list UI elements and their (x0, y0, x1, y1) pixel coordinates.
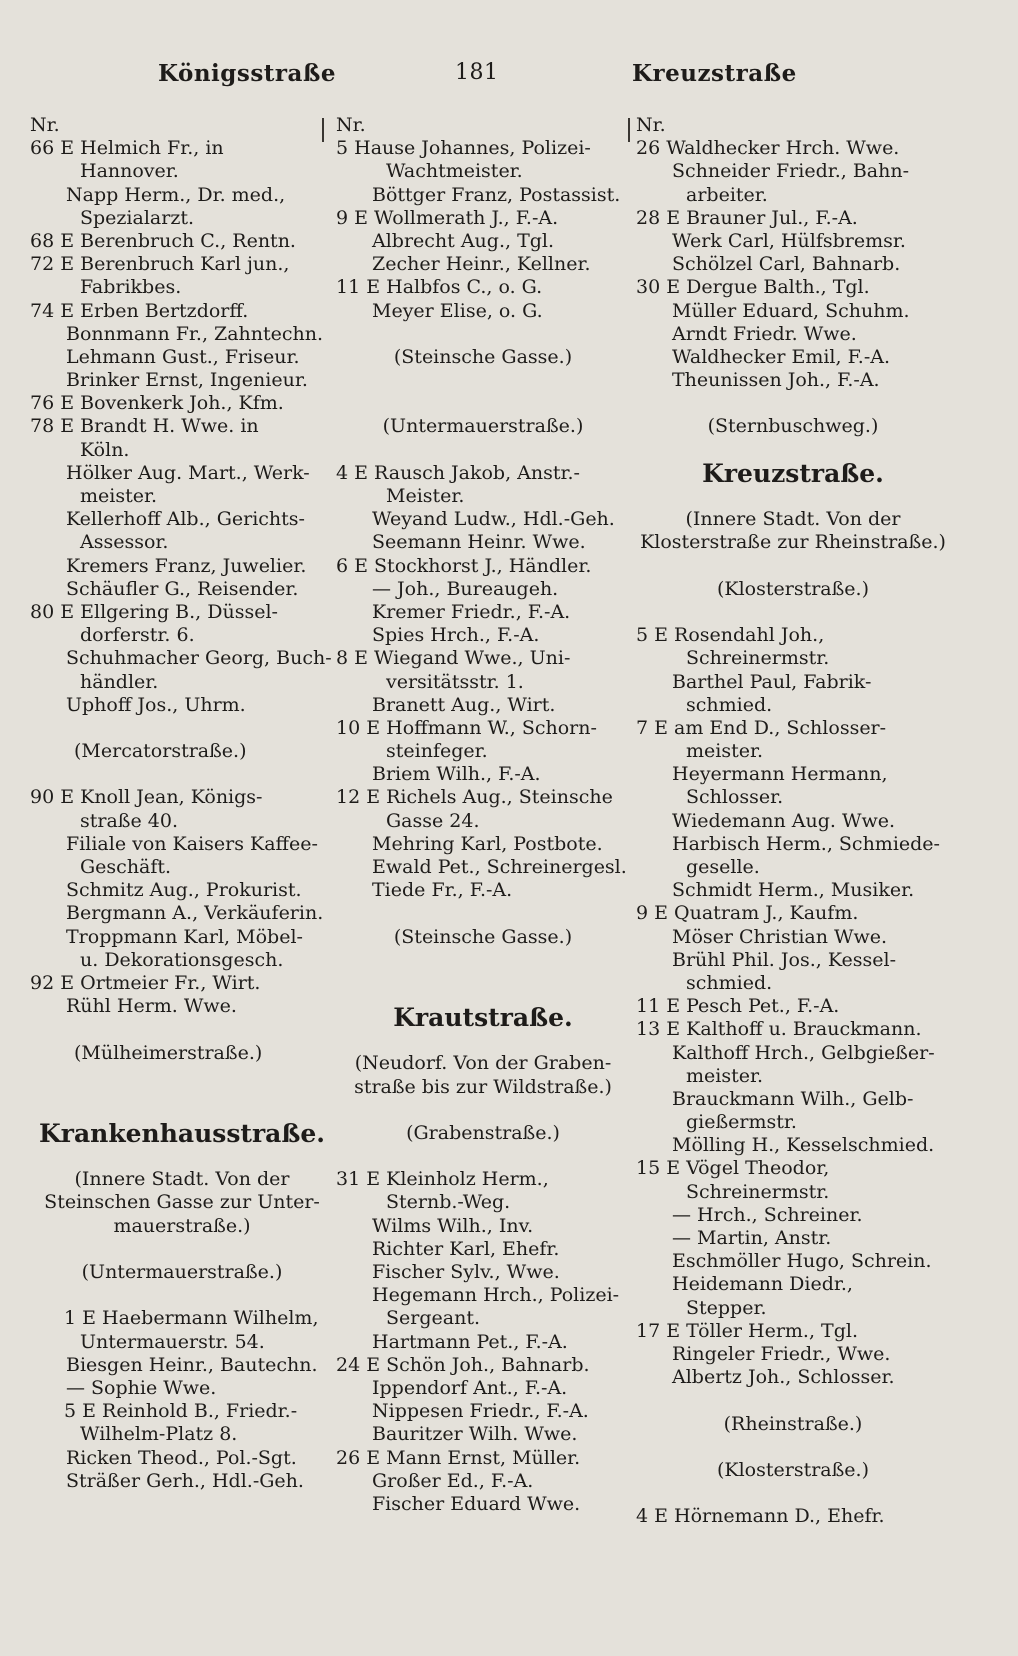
line-spacer (30, 1238, 334, 1261)
directory-entry-line: Albertz Joh., Schlosser. (672, 1366, 895, 1389)
directory-entry-line: Stepper. (686, 1296, 767, 1319)
directory-entry-line: 78 E Brandt H. Wwe. in (30, 415, 259, 438)
directory-entry-line: Untermauerstr. 54. (80, 1330, 265, 1353)
directory-entry-line: Bergmann A., Verkäuferin. (66, 902, 324, 925)
directory-entry-line: Nr. (30, 114, 60, 136)
directory-entry-line: Tiede Fr., F.-A. (372, 879, 513, 902)
directory-entry-line: Biesgen Heinr., Bautechn. (66, 1353, 318, 1376)
directory-entry-line: geselle. (686, 856, 760, 878)
directory-entry-line: 92 E Ortmeier Fr., Wirt. (30, 971, 261, 994)
directory-entry-line: gießermstr. (686, 1111, 797, 1134)
section-note: (Innere Stadt. Von der (685, 508, 901, 531)
line-spacer (636, 439, 950, 462)
directory-entry-line: meister. (80, 485, 158, 507)
section-note: (Rheinstraße.) (723, 1412, 863, 1435)
directory-entry-line: Böttger Franz, Postassist. (372, 183, 621, 206)
directory-entry-line: — Sophie Wwe. (66, 1376, 217, 1399)
street-heading: Krautstraße. (393, 1005, 573, 1030)
directory-entry-line: Schlosser. (686, 786, 784, 809)
directory-entry-line: Fabrikbes. (80, 276, 182, 299)
directory-entry-line: 72 E Berenbruch Karl jun., (30, 253, 290, 276)
directory-entry-line: Großer Ed., F.-A. (372, 1469, 534, 1492)
directory-entry-line: Nr. (636, 114, 666, 136)
line-spacer (336, 972, 630, 1006)
section-note: (Steinsche Gasse.) (393, 345, 573, 368)
directory-entry-line: — Joh., Bureaugeh. (372, 577, 559, 600)
directory-entry-line: Theunissen Joh., F.-A. (672, 369, 880, 392)
directory-entry-line: Wachtmeister. (386, 160, 523, 183)
directory-entry-line: Heyermann Hermann, (672, 763, 888, 786)
directory-entry-line: — Martin, Anstr. (672, 1227, 832, 1249)
directory-entry-line: Troppmann Karl, Möbel- (66, 925, 303, 948)
directory-entry-line: Kremer Friedr., F.-A. (372, 600, 571, 623)
directory-entry-line: Schölzel Carl, Bahnarb. (672, 253, 901, 276)
directory-entry-line: Geschäft. (80, 856, 172, 878)
directory-entry-line: 13 E Kalthoff u. Brauckmann. (636, 1018, 922, 1041)
page-number: 181 (455, 60, 499, 85)
line-spacer (30, 717, 334, 740)
directory-entry-line: schmied. (686, 971, 773, 994)
directory-entry-line: — Hrch., Schreiner. (672, 1203, 863, 1226)
directory-entry-line: schmied. (686, 693, 773, 716)
directory-entry-line: Hartmann Pet., F.-A. (372, 1330, 568, 1353)
directory-entry-line: Werk Carl, Hülfsbremsr. (672, 229, 906, 252)
directory-entry-line: Gasse 24. (386, 809, 480, 832)
line-spacer (636, 555, 950, 578)
directory-entry-line: Nr. (336, 114, 366, 136)
section-note: mauerstraße.) (113, 1214, 251, 1237)
directory-entry-line: 15 E Vögel Theodor, (636, 1157, 830, 1180)
directory-entry-line: Sergeant. (386, 1307, 480, 1330)
line-spacer (336, 323, 630, 346)
directory-entry-line: Schäufler G., Reisender. (66, 577, 299, 600)
directory-entry-line: Fischer Eduard Wwe. (372, 1492, 581, 1515)
directory-entry-line: 8 E Wiegand Wwe., Uni- (336, 647, 571, 670)
directory-entry-line: Brauckmann Wilh., Gelb- (672, 1087, 914, 1110)
directory-entry-line: Ricken Theod., Pol.-Sgt. (66, 1446, 297, 1469)
directory-entry-line: Kellerhoff Alb., Gerichts- (66, 508, 305, 531)
section-note: (Mercatorstraße.) (74, 740, 247, 763)
directory-entry-line: Seemann Heinr. Wwe. (372, 531, 586, 554)
directory-entry-line: Albrecht Aug., Tgl. (372, 229, 555, 252)
directory-entry-line: straße 40. (80, 809, 178, 832)
directory-entry-line: 9 E Wollmerath J., F.-A. (336, 206, 559, 229)
directory-entry-line: Köln. (80, 438, 130, 461)
line-spacer (336, 1099, 630, 1122)
directory-entry-line: meister. (686, 740, 764, 763)
directory-entry-line: Arndt Friedr. Wwe. (672, 322, 857, 345)
section-note: Steinschen Gasse zur Unter- (44, 1191, 320, 1214)
section-note: (Klosterstraße.) (716, 1458, 870, 1481)
section-note: (Innere Stadt. Von der (74, 1168, 290, 1191)
directory-entry-line: Filiale von Kaisers Kaffee- (66, 832, 318, 855)
line-spacer (336, 439, 630, 462)
section-note: (Untermauerstraße.) (382, 415, 584, 438)
line-spacer (336, 949, 630, 972)
directory-entry-line: Ippendorf Ant., F.-A. (372, 1376, 568, 1399)
section-note: (Untermauerstraße.) (81, 1261, 283, 1283)
column-right (636, 114, 950, 1528)
line-spacer (336, 1029, 630, 1052)
directory-entry-line: Müller Eduard, Schuhm. (672, 299, 910, 322)
line-spacer (30, 1065, 334, 1088)
directory-entry-line: Branett Aug., Wirt. (372, 693, 556, 716)
directory-entry-line: 7 E am End D., Schlosser- (636, 716, 887, 739)
directory-entry-line: 26 E Mann Ernst, Müller. (336, 1446, 581, 1469)
directory-entry-line: Schneider Friedr., Bahn- (672, 160, 910, 183)
line-spacer (30, 763, 334, 786)
directory-entry-line: händler. (80, 670, 159, 693)
line-spacer (636, 485, 950, 508)
section-note: (Neudorf. Von der Graben- (354, 1052, 612, 1075)
directory-entry-line: meister. (686, 1064, 764, 1087)
section-note: (Klosterstraße.) (716, 577, 870, 600)
directory-entry-line: Sträßer Gerh., Hdl.-Geh. (66, 1469, 304, 1492)
section-note: (Mülheimerstraße.) (74, 1041, 263, 1064)
directory-entry-line: Wilms Wilh., Inv. (372, 1214, 534, 1237)
directory-entry-line: 4 E Hörnemann D., Ehefr. (636, 1505, 885, 1528)
directory-entry-line: Napp Herm., Dr. med., (66, 183, 286, 206)
directory-entry-line: 24 E Schön Joh., Bahnarb. (336, 1353, 590, 1376)
directory-entry-line: Kalthoff Hrch., Gelbgießer- (672, 1041, 935, 1064)
line-spacer (336, 1145, 630, 1168)
running-head-right: Kreuzstraße (632, 60, 797, 87)
directory-entry-line: Briem Wilh., F.-A. (372, 763, 541, 786)
directory-entry-line: Fischer Sylv., Wwe. (372, 1261, 560, 1283)
directory-entry-line: steinfeger. (386, 740, 488, 763)
directory-entry-line: u. Dekorationsgesch. (80, 948, 284, 971)
directory-entry-line: 6 E Stockhorst J., Händler. (336, 554, 592, 577)
directory-entry-line: Kremers Franz, Juwelier. (66, 554, 307, 577)
line-spacer (636, 1482, 950, 1505)
street-heading: Kreuzstraße. (702, 461, 884, 485)
line-spacer (30, 1018, 334, 1041)
directory-entry-line: Rühl Herm. Wwe. (66, 995, 237, 1018)
directory-entry-line: Schmitz Aug., Prokurist. (66, 879, 302, 902)
directory-entry-line: Harbisch Herm., Schmiede- (672, 832, 940, 855)
directory-entry-line: Barthel Paul, Fabrik- (672, 670, 872, 693)
directory-entry-line: Sternb.-Weg. (386, 1191, 511, 1214)
directory-entry-line: 66 E Helmich Fr., in (30, 137, 224, 160)
directory-entry-line: 68 E Berenbruch C., Rentn. (30, 229, 296, 252)
directory-entry-line: Wiedemann Aug. Wwe. (672, 809, 896, 832)
directory-entry-line: Hegemann Hrch., Polizei- (372, 1284, 620, 1307)
directory-entry-line: 31 E Kleinholz Herm., (336, 1168, 549, 1191)
directory-entry-line: Lehmann Gust., Friseur. (66, 345, 300, 368)
directory-entry-line: Schuhmacher Georg, Buch- (66, 647, 332, 670)
line-spacer (636, 1436, 950, 1459)
directory-entry-line: 9 E Quatram J., Kaufm. (636, 902, 859, 925)
directory-entry-line: 5 E Reinhold B., Friedr.- (64, 1400, 298, 1423)
directory-entry-line: arbeiter. (686, 183, 768, 206)
directory-entry-line: Bauritzer Wilh. Wwe. (372, 1423, 578, 1446)
directory-entry-line: 1 E Haebermann Wilhelm, (64, 1307, 319, 1330)
directory-entry-line: Ewald Pet., Schreinergesl. (372, 856, 627, 878)
line-spacer (30, 1145, 334, 1168)
column-middle (336, 114, 630, 1516)
line-spacer (636, 392, 950, 415)
section-note: (Steinsche Gasse.) (393, 925, 573, 948)
directory-entry-line: 30 E Dergue Balth., Tgl. (636, 276, 870, 299)
directory-entry-line: 5 Hause Johannes, Polizei- (336, 137, 591, 160)
directory-entry-line: 5 E Rosendahl Joh., (636, 624, 825, 647)
column-left (30, 114, 334, 1493)
directory-entry-line: Wilhelm-Platz 8. (80, 1423, 238, 1446)
directory-entry-line: 28 E Brauner Jul., F.-A. (636, 206, 858, 229)
directory-entry-line: versitätsstr. 1. (386, 670, 524, 693)
running-head-left: Königsstraße (158, 60, 337, 87)
line-spacer (636, 601, 950, 624)
directory-entry-line: Richter Karl, Ehefr. (372, 1237, 560, 1260)
directory-entry-line: 80 E Ellgering B., Düssel- (30, 600, 278, 623)
directory-entry-line: Spies Hrch., F.-A. (372, 624, 540, 647)
directory-entry-line: Schreinermstr. (686, 1180, 830, 1203)
directory-entry-line: Waldhecker Emil, F.-A. (672, 345, 891, 368)
directory-entry-line: 90 E Knoll Jean, Königs- (30, 786, 263, 809)
directory-entry-line: 76 E Bovenkerk Joh., Kfm. (30, 392, 284, 415)
line-spacer (636, 1389, 950, 1412)
directory-entry-line: 26 Waldhecker Hrch. Wwe. (636, 137, 900, 160)
directory-entry-line: Nippesen Friedr., F.-A. (372, 1400, 589, 1423)
directory-entry-line: Schmidt Herm., Musiker. (672, 879, 915, 902)
section-note: Klosterstraße zur Rheinstraße.) (640, 531, 946, 554)
directory-entry-line: 4 E Rausch Jakob, Anstr.- (336, 461, 580, 484)
directory-entry-line: Brinker Ernst, Ingenieur. (66, 369, 308, 392)
line-spacer (30, 1088, 334, 1122)
directory-entry-line: Meyer Elise, o. G. (372, 299, 543, 322)
directory-entry-line: Hölker Aug. Mart., Werk- (66, 461, 310, 484)
line-spacer (336, 392, 630, 415)
line-spacer (336, 369, 630, 392)
directory-entry-line: Weyand Ludw., Hdl.-Geh. (372, 508, 615, 531)
directory-entry-line: Zecher Heinr., Kellner. (372, 253, 591, 276)
directory-entry-line: 17 E Töller Herm., Tgl. (636, 1319, 859, 1342)
directory-entry-line: 11 E Pesch Pet., F.-A. (636, 995, 840, 1018)
directory-entry-line: Spezialarzt. (80, 206, 195, 229)
section-note: straße bis zur Wildstraße.) (354, 1075, 612, 1098)
section-note: (Sternbuschweg.) (707, 415, 879, 438)
directory-entry-line: Mölling H., Kesselschmied. (672, 1134, 935, 1157)
directory-entry-line: dorferstr. 6. (80, 624, 195, 647)
directory-entry-line: 74 E Erben Bertzdorff. (30, 299, 249, 322)
street-heading: Krankenhausstraße. (39, 1121, 325, 1146)
directory-entry-line: Eschmöller Hugo, Schrein. (672, 1250, 932, 1273)
line-spacer (336, 902, 630, 925)
directory-entry-line: Mehring Karl, Postbote. (372, 832, 603, 855)
directory-entry-line: Bonnmann Fr., Zahntechn. (66, 322, 324, 345)
directory-entry-line: 11 E Halbfos C., o. G. (336, 276, 543, 299)
directory-entry-line: Ringeler Friedr., Wwe. (672, 1342, 891, 1365)
section-note: (Grabenstraße.) (406, 1121, 560, 1144)
directory-entry-line: 10 E Hoffmann W., Schorn- (336, 716, 597, 739)
directory-entry-line: Schreinermstr. (686, 647, 830, 670)
directory-entry-line: Heidemann Diedr., (672, 1273, 853, 1296)
directory-entry-line: Meister. (386, 485, 465, 507)
directory-entry-line: Möser Christian Wwe. (672, 925, 888, 948)
directory-entry-line: 12 E Richels Aug., Steinsche (336, 786, 613, 809)
directory-entry-line: Hannover. (80, 160, 179, 183)
directory-entry-line: Brühl Phil. Jos., Kessel- (672, 948, 896, 971)
directory-entry-line: Assessor. (80, 531, 169, 554)
line-spacer (30, 1284, 334, 1307)
directory-entry-line: Uphoff Jos., Uhrm. (66, 693, 246, 716)
